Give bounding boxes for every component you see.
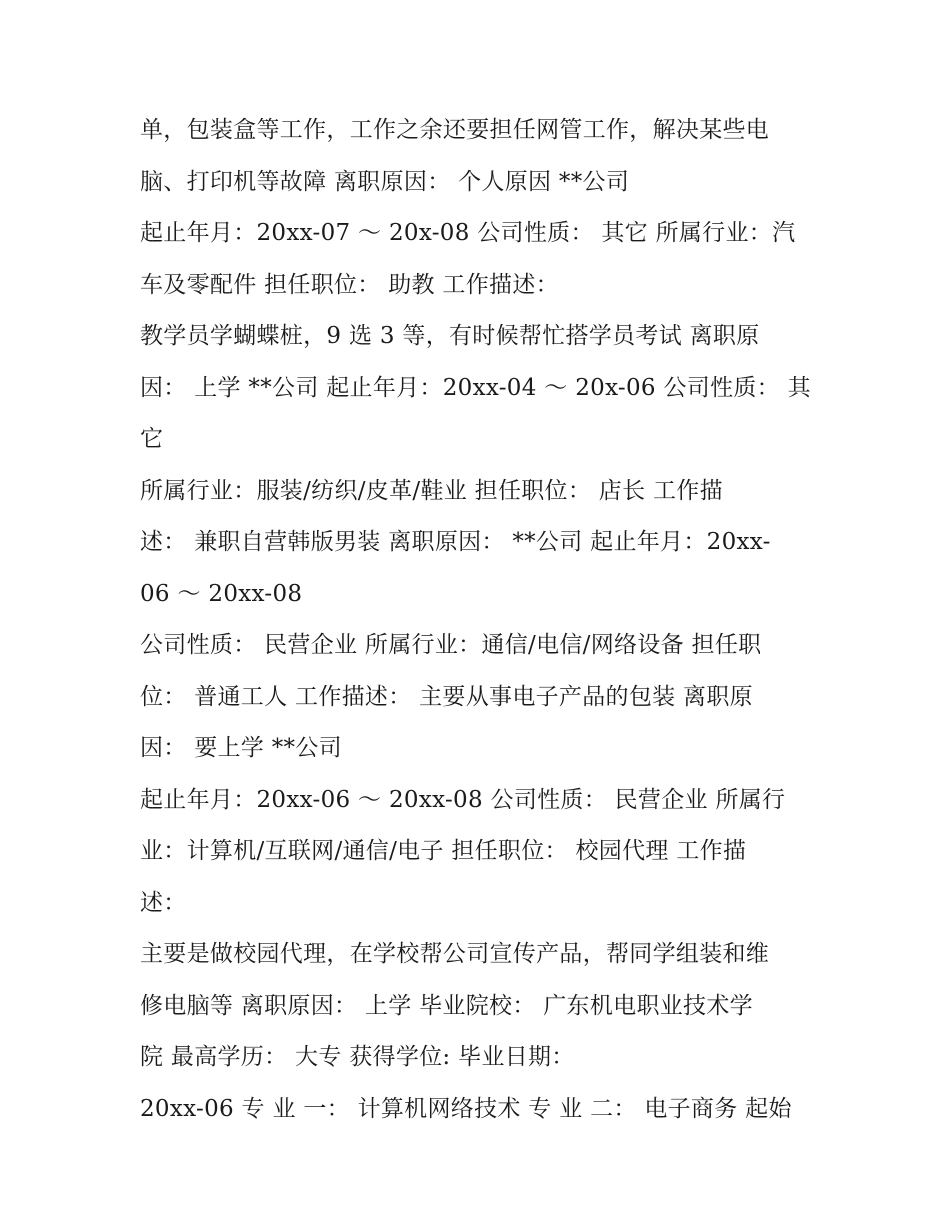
text-line: 它 bbox=[140, 426, 164, 452]
text-line: 因： 上学 **公司 起止年月：20xx-04 ～ 20x-06 公司性质： 其 bbox=[140, 374, 811, 401]
text-line: 脑、打印机等故障 离职原因： 个人原因 **公司 bbox=[140, 168, 630, 195]
text-line: 起止年月：20xx-06 ～ 20xx-08 公司性质： 民营企业 所属行 bbox=[140, 786, 786, 813]
text-line: 车及零配件 担任职位： 助教 工作描述： bbox=[140, 271, 559, 298]
document-text bbox=[140, 105, 820, 1135]
text-line: 06 ～ 20xx-08 bbox=[140, 580, 303, 607]
text-line: 述： 兼职自营韩版男装 离职原因： **公司 起止年月：20xx- bbox=[140, 529, 771, 555]
text-line: 20xx-06 专 业 一： 计算机网络技术 专 业 二： 电子商务 起始 bbox=[140, 1095, 792, 1122]
text-line: 修电脑等 离职原因： 上学 毕业院校： 广东机电职业技术学 bbox=[140, 992, 753, 1019]
text-line: 述： bbox=[140, 889, 187, 916]
text-line: 单，包装盒等工作，工作之余还要担任网管工作，解决某些电 bbox=[140, 117, 770, 143]
text-line: 公司性质： 民营企业 所属行业：通信/电信/网络设备 担任职 bbox=[140, 632, 762, 658]
text-line: 位： 普通工人 工作描述： 主要从事电子产品的包装 离职原 bbox=[140, 683, 753, 710]
text-line: 教学员学蝴蝶桩，9 选 3 等，有时候帮忙搭学员考试 离职原 bbox=[140, 323, 760, 349]
text-line: 业：计算机/互联网/通信/电子 担任职位： 校园代理 工作描 bbox=[140, 838, 747, 864]
text-line: 所属行业：服装/纺织/皮革/鞋业 担任职位： 店长 工作描 bbox=[140, 477, 723, 504]
text-line: 主要是做校园代理，在学校帮公司宣传产品，帮同学组装和维 bbox=[140, 941, 770, 967]
text-line: 因： 要上学 **公司 bbox=[140, 735, 342, 761]
text-line: 院 最高学历： 大专 获得学位: 毕业日期： bbox=[140, 1044, 575, 1070]
text-line: 起止年月：20xx-07 ～ 20x-08 公司性质： 其它 所属行业：汽 bbox=[140, 220, 796, 246]
